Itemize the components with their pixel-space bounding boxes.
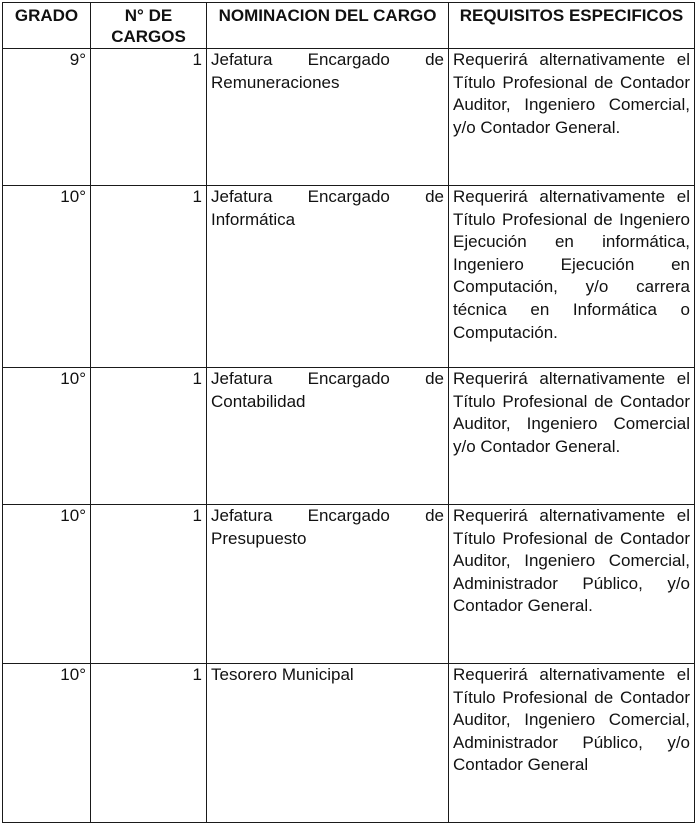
- cell-nominacion: Jefatura Encargado de Presupuesto: [207, 505, 449, 664]
- cell-nominacion: Jefatura Encargado de Remuneraciones: [207, 49, 449, 186]
- cell-requisitos: Requerirá alternativamente el Título Profesional de Contador Auditor, Ingeniero Comercial, Administrador Público, y/o Contador General: [449, 664, 695, 823]
- cell-cargos: 1: [91, 368, 207, 505]
- cell-cargos: 1: [91, 664, 207, 823]
- header-grado: GRADO: [3, 3, 91, 49]
- header-requisitos: REQUISITOS ESPECIFICOS: [449, 3, 695, 49]
- cell-cargos: 1: [91, 186, 207, 368]
- table-header-row: [3, 3, 695, 49]
- cell-grado: 10°: [3, 368, 91, 505]
- header-nominacion: NOMINACION DEL CARGO: [207, 3, 449, 49]
- cell-cargos: 1: [91, 49, 207, 186]
- cell-nominacion: Jefatura Encargado de Informática: [207, 186, 449, 368]
- cell-requisitos: Requerirá alternativamente el Título Profesional de Ingeniero Ejecución en informática, Ingeniero Ejecución en Computación, y/o carrera técnica en Informática o Computación.: [449, 186, 695, 368]
- cell-requisitos: Requerirá alternativamente el Título Profesional de Contador Auditor, Ingeniero Comercial, y/o Contador General.: [449, 49, 695, 186]
- cell-nominacion: Tesorero Municipal: [207, 664, 449, 823]
- cell-requisitos: Requerirá alternativamente el Título Profesional de Contador Auditor, Ingeniero Comercial, Administrador Público, y/o Contador General.: [449, 505, 695, 664]
- table-row: [3, 49, 695, 186]
- header-n-cargos: N° DE CARGOS: [91, 3, 207, 49]
- cell-cargos: 1: [91, 505, 207, 664]
- table-row: [3, 505, 695, 664]
- table-row: [3, 664, 695, 823]
- cell-nominacion: Jefatura Encargado de Contabilidad: [207, 368, 449, 505]
- requirements-table: [2, 2, 695, 823]
- table-row: [3, 186, 695, 368]
- cell-requisitos: Requerirá alternativamente el Título Profesional de Contador Auditor, Ingeniero Comercial y/o Contador General.: [449, 368, 695, 505]
- cell-grado: 10°: [3, 664, 91, 823]
- table-row: [3, 368, 695, 505]
- cell-grado: 9°: [3, 49, 91, 186]
- cell-grado: 10°: [3, 186, 91, 368]
- cell-grado: 10°: [3, 505, 91, 664]
